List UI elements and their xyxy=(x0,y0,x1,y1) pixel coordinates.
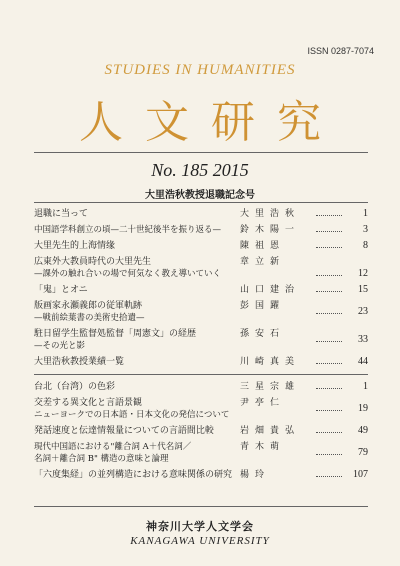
entry-title: 交差する異文化と言語景観 xyxy=(34,398,143,408)
entry-title: 大里先生的上海情缘 xyxy=(34,241,116,251)
issue-number: No. 185 2015 xyxy=(151,160,249,180)
entry-author: 川崎真美 xyxy=(240,357,301,367)
entry-title: 「鬼」とオニ xyxy=(34,285,88,295)
entry-author: 山口建治 xyxy=(240,285,301,295)
top-rule xyxy=(34,152,368,153)
entry-subtitle: ニューヨークでの日本語・日本文化の発信について xyxy=(34,410,230,420)
entry-page: 3 xyxy=(363,224,368,235)
entry-page: 107 xyxy=(353,469,368,480)
leader-dots xyxy=(316,306,342,314)
entry-title: 大里浩秋教授業績一覧 xyxy=(34,357,125,367)
journal-title: 人文研究 xyxy=(79,97,343,148)
entry-author: 大里浩秋 xyxy=(240,209,301,219)
entry-page: 15 xyxy=(358,284,368,295)
entry-author: 彭国躍 xyxy=(240,301,286,311)
leader-dots xyxy=(316,284,342,292)
leader-dots xyxy=(316,208,342,216)
entry-author: 岩畑貴弘 xyxy=(240,426,301,436)
entry-page: 19 xyxy=(358,403,368,414)
leader-dots xyxy=(316,469,342,477)
entry-page: 1 xyxy=(363,381,368,392)
toc-rule-bottom xyxy=(34,506,368,507)
entry-title: 版画家永瀬義郎の従軍軌跡 xyxy=(34,301,143,311)
entry-title: 現代中国語における"離合詞 A＋代名詞／ xyxy=(34,442,192,452)
issn: ISSN 0287-7074 xyxy=(307,46,374,56)
entry-author: 尹亭仁 xyxy=(240,398,286,408)
leader-dots xyxy=(316,403,342,411)
entry-subtitle: —その光と影 xyxy=(34,341,86,351)
leader-dots xyxy=(316,425,342,433)
special-issue-title: 大里浩秋教授退職記念号 xyxy=(145,190,255,201)
entry-author: 三星宗雄 xyxy=(240,382,301,392)
entry-page: 44 xyxy=(358,356,368,367)
entry-page: 23 xyxy=(358,306,368,317)
entry-author: 鈴木陽一 xyxy=(240,225,301,235)
entry-page: 1 xyxy=(363,208,368,219)
leader-dots xyxy=(316,334,342,342)
section-divider xyxy=(34,374,368,375)
entry-author: 楊玲 xyxy=(240,470,271,480)
entry-subtitle: —戦前絵葉書の美術史拾遺— xyxy=(34,313,145,323)
entry-author: 陳祖恩 xyxy=(240,241,286,251)
entry-author: 章立新 xyxy=(240,257,286,267)
entry-page: 49 xyxy=(358,425,368,436)
leader-dots xyxy=(316,381,342,389)
entry-author: 青木萌 xyxy=(240,442,286,452)
entry-subtitle: 名詞＋離合詞 B" 構造の意味と論理 xyxy=(34,454,169,464)
entry-author: 孫安石 xyxy=(240,329,286,339)
entry-page: 8 xyxy=(363,240,368,251)
series-title: STUDIES IN HUMANITIES xyxy=(104,62,296,78)
entry-title: 退職に当って xyxy=(34,209,89,219)
entry-page: 33 xyxy=(358,334,368,345)
entry-title: 発話速度と伝達情報量についての言語間比較 xyxy=(34,426,214,436)
university-name: KANAGAWA UNIVERSITY xyxy=(130,535,270,547)
publisher: 神奈川大学人文学会 xyxy=(146,520,254,533)
entry-title: 広東外大教員時代の大里先生 xyxy=(34,257,152,267)
entry-title: 駐日留学生監督処監督「周憲文」の経歴 xyxy=(34,329,197,339)
leader-dots xyxy=(316,240,342,248)
leader-dots xyxy=(316,268,342,276)
leader-dots xyxy=(316,224,342,232)
entry-page: 79 xyxy=(358,447,368,458)
entry-title: 中国語学科創立の頃—二十世紀後半を振り返る— xyxy=(34,225,222,235)
leader-dots xyxy=(316,356,342,364)
entry-page: 12 xyxy=(358,268,368,279)
entry-title: 台北（台湾）の色彩 xyxy=(34,382,116,392)
entry-subtitle: —課外の触れ合いの場で何気なく教え導いていく xyxy=(34,269,222,279)
entry-title: 「六度集経」の並列構造における意味関係の研究 xyxy=(34,470,233,480)
leader-dots xyxy=(316,447,342,455)
toc-rule-top xyxy=(34,202,368,203)
